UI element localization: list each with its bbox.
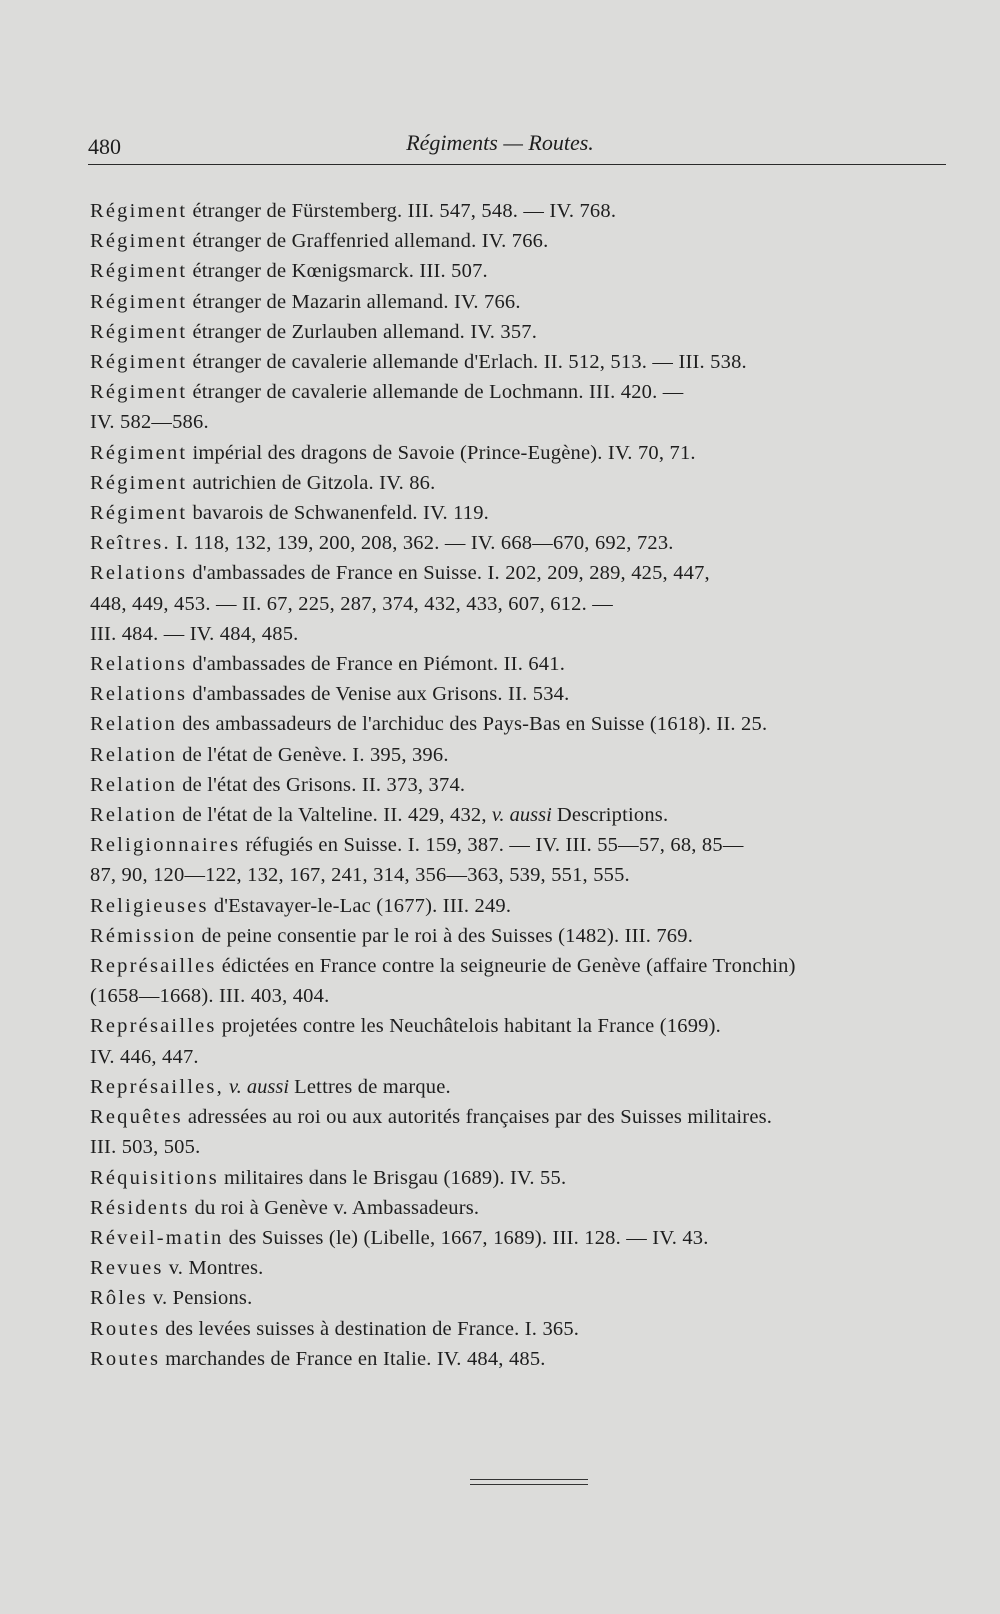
entry-text: impérial des dragons de Savoie (Prince-Eugène). IV. 70, 71.	[192, 441, 696, 464]
index-entry	[90, 891, 950, 921]
entry-heading: Régiment	[90, 290, 188, 313]
entry-heading: Régiment	[90, 320, 188, 343]
entry-heading: Régiment	[90, 260, 188, 283]
entry-text: marchandes de France en Italie. IV. 484, 485.	[165, 1347, 546, 1370]
entry-text: de peine consentie par le roi à des Suisses (1482). III. 769.	[201, 924, 694, 947]
entry-text: étranger de Zurlauben allemand. IV. 357.	[192, 320, 538, 343]
index-entry	[90, 1344, 950, 1374]
index-entry	[90, 317, 950, 347]
index-entry	[90, 438, 950, 468]
entry-text: étranger de Mazarin allemand. IV. 766.	[192, 290, 521, 313]
entry-heading: Relations	[90, 562, 188, 585]
entry-text: des levées suisses à destination de France. I. 365.	[165, 1317, 580, 1340]
index-entry	[90, 951, 950, 1011]
entry-heading: Requêtes	[90, 1106, 183, 1129]
entry-heading: Régiment	[90, 351, 188, 374]
index-entry	[90, 1193, 950, 1223]
page-number: 480	[88, 134, 121, 159]
entry-text: de l'état de la Valteline. II. 429, 432,	[182, 804, 487, 827]
entry-heading: Représailles	[90, 955, 217, 978]
entry-continuation: III. 484. — IV. 484, 485.	[90, 622, 299, 645]
entry-heading: Reîtres.	[90, 532, 171, 555]
entry-see-also-target: Descriptions.	[556, 804, 669, 827]
entry-continuation: III. 503, 505.	[90, 1136, 201, 1159]
entry-text: d'ambassades de France en Piémont. II. 641.	[192, 653, 566, 676]
index-entry	[90, 830, 950, 890]
entry-continuation: (1658—1668). III. 403, 404.	[90, 985, 330, 1008]
index-entry	[90, 347, 950, 377]
entry-text: du roi à Genève v. Ambassadeurs.	[194, 1196, 480, 1219]
entry-text: des ambassadeurs de l'archiduc des Pays-Bas en Suisse (1618). II. 25.	[182, 713, 768, 736]
index-entry	[90, 1314, 950, 1344]
entry-heading: Rôles	[90, 1287, 148, 1310]
entry-heading: Relation	[90, 773, 178, 796]
index-entry	[90, 468, 950, 498]
entry-text: projetées contre les Neuchâtelois habitant la France (1699).	[221, 1015, 721, 1038]
entry-continuation: 87, 90, 120—122, 132, 167, 241, 314, 356—363, 539, 551, 555.	[90, 864, 630, 887]
entry-heading: Relation	[90, 743, 178, 766]
entry-text: d'ambassades de Venise aux Grisons. II. 534.	[192, 683, 570, 706]
index-entry	[90, 709, 950, 739]
entry-heading: Représailles,	[90, 1075, 224, 1098]
entry-heading: Relations	[90, 683, 188, 706]
entry-heading: Régiment	[90, 471, 188, 494]
index-entry	[90, 1102, 950, 1162]
entry-text: d'Estavayer-le-Lac (1677). III. 249.	[213, 894, 512, 917]
entry-heading: Résidents	[90, 1196, 190, 1219]
index-entry	[90, 558, 950, 649]
entry-text: réfugiés en Suisse. I. 159, 387. — IV. III. 55—57, 68, 85—	[245, 834, 744, 857]
entry-heading: Routes	[90, 1347, 161, 1370]
entry-text: étranger de Kœnigsmarck. III. 507.	[192, 260, 488, 283]
entry-text: édictées en France contre la seigneurie de Genève (affaire Tronchin)	[221, 955, 796, 978]
index-entry	[90, 740, 950, 770]
index-entry	[90, 1011, 950, 1071]
index-entry	[90, 679, 950, 709]
entry-heading: Régiment	[90, 502, 188, 525]
entry-see-also: v. aussi	[229, 1075, 290, 1098]
index-entry	[90, 287, 950, 317]
entry-heading: Relation	[90, 713, 178, 736]
index-entry	[90, 1223, 950, 1253]
index-entry	[90, 1283, 950, 1313]
entry-heading: Régiment	[90, 200, 188, 222]
entry-text: autrichien de Gitzola. IV. 86.	[192, 471, 436, 494]
entry-heading: Religieuses	[90, 894, 209, 917]
running-title: Régiments — Routes.	[406, 130, 594, 155]
entry-heading: Religionnaires	[90, 834, 241, 857]
index-entry	[90, 226, 950, 256]
index-entry	[90, 1253, 950, 1283]
index-entry	[90, 770, 950, 800]
entry-heading: Réveil-matin	[90, 1226, 224, 1249]
entry-text: étranger de cavalerie allemande d'Erlach. II. 512, 513. — III. 538.	[192, 351, 747, 374]
entry-heading: Relation	[90, 804, 178, 827]
index-entries	[90, 196, 950, 1374]
index-entry	[90, 1072, 950, 1102]
entry-text: d'ambassades de France en Suisse. I. 202, 209, 289, 425, 447,	[192, 562, 710, 585]
entry-text: militaires dans le Brisgau (1689). IV. 55.	[224, 1166, 567, 1189]
index-entry	[90, 256, 950, 286]
index-entry	[90, 800, 950, 830]
entry-continuation: IV. 582—586.	[90, 411, 209, 434]
index-entry	[90, 1163, 950, 1193]
entry-heading: Régiment	[90, 230, 188, 253]
entry-heading: Rémission	[90, 924, 197, 947]
entry-heading: Régiment	[90, 381, 188, 404]
entry-text: adressées au roi ou aux autorités françaises par des Suisses militaires.	[187, 1106, 773, 1129]
footer-rule	[470, 1479, 588, 1485]
index-entry	[90, 498, 950, 528]
entry-text: étranger de Graffenried allemand. IV. 766.	[192, 230, 549, 253]
index-entry	[90, 649, 950, 679]
entry-see-also: v. aussi	[491, 804, 552, 827]
page-header	[88, 130, 912, 164]
entry-heading: Revues	[90, 1257, 164, 1280]
entry-text: de l'état de Genève. I. 395, 396.	[182, 743, 449, 766]
entry-heading: Représailles	[90, 1015, 217, 1038]
entry-text: étranger de Fürstemberg. III. 547, 548. — IV. 768.	[192, 200, 617, 222]
entry-text: I. 118, 132, 139, 200, 208, 362. — IV. 668—670, 692, 723.	[175, 532, 674, 555]
entry-heading: Routes	[90, 1317, 161, 1340]
index-entry	[90, 921, 950, 951]
index-entry	[90, 528, 950, 558]
entry-heading: Relations	[90, 653, 188, 676]
header-rule	[88, 164, 946, 165]
index-entry	[90, 377, 950, 437]
entry-text: v. Montres.	[168, 1257, 264, 1280]
entry-continuation: IV. 446, 447.	[90, 1045, 199, 1068]
entry-heading: Réquisitions	[90, 1166, 219, 1189]
index-entry	[90, 196, 950, 226]
entry-text: des Suisses (le) (Libelle, 1667, 1689). III. 128. — IV. 43.	[228, 1226, 709, 1249]
entry-heading: Régiment	[90, 441, 188, 464]
entry-text: étranger de cavalerie allemande de Lochmann. III. 420. —	[192, 381, 684, 404]
entry-text: de l'état des Grisons. II. 373, 374.	[182, 773, 466, 796]
entry-continuation: 448, 449, 453. — II. 67, 225, 287, 374, 432, 433, 607, 612. —	[90, 592, 613, 615]
entry-see-also-target: Lettres de marque.	[294, 1075, 451, 1098]
entry-text: bavarois de Schwanenfeld. IV. 119.	[192, 502, 490, 525]
entry-text: v. Pensions.	[152, 1287, 253, 1310]
